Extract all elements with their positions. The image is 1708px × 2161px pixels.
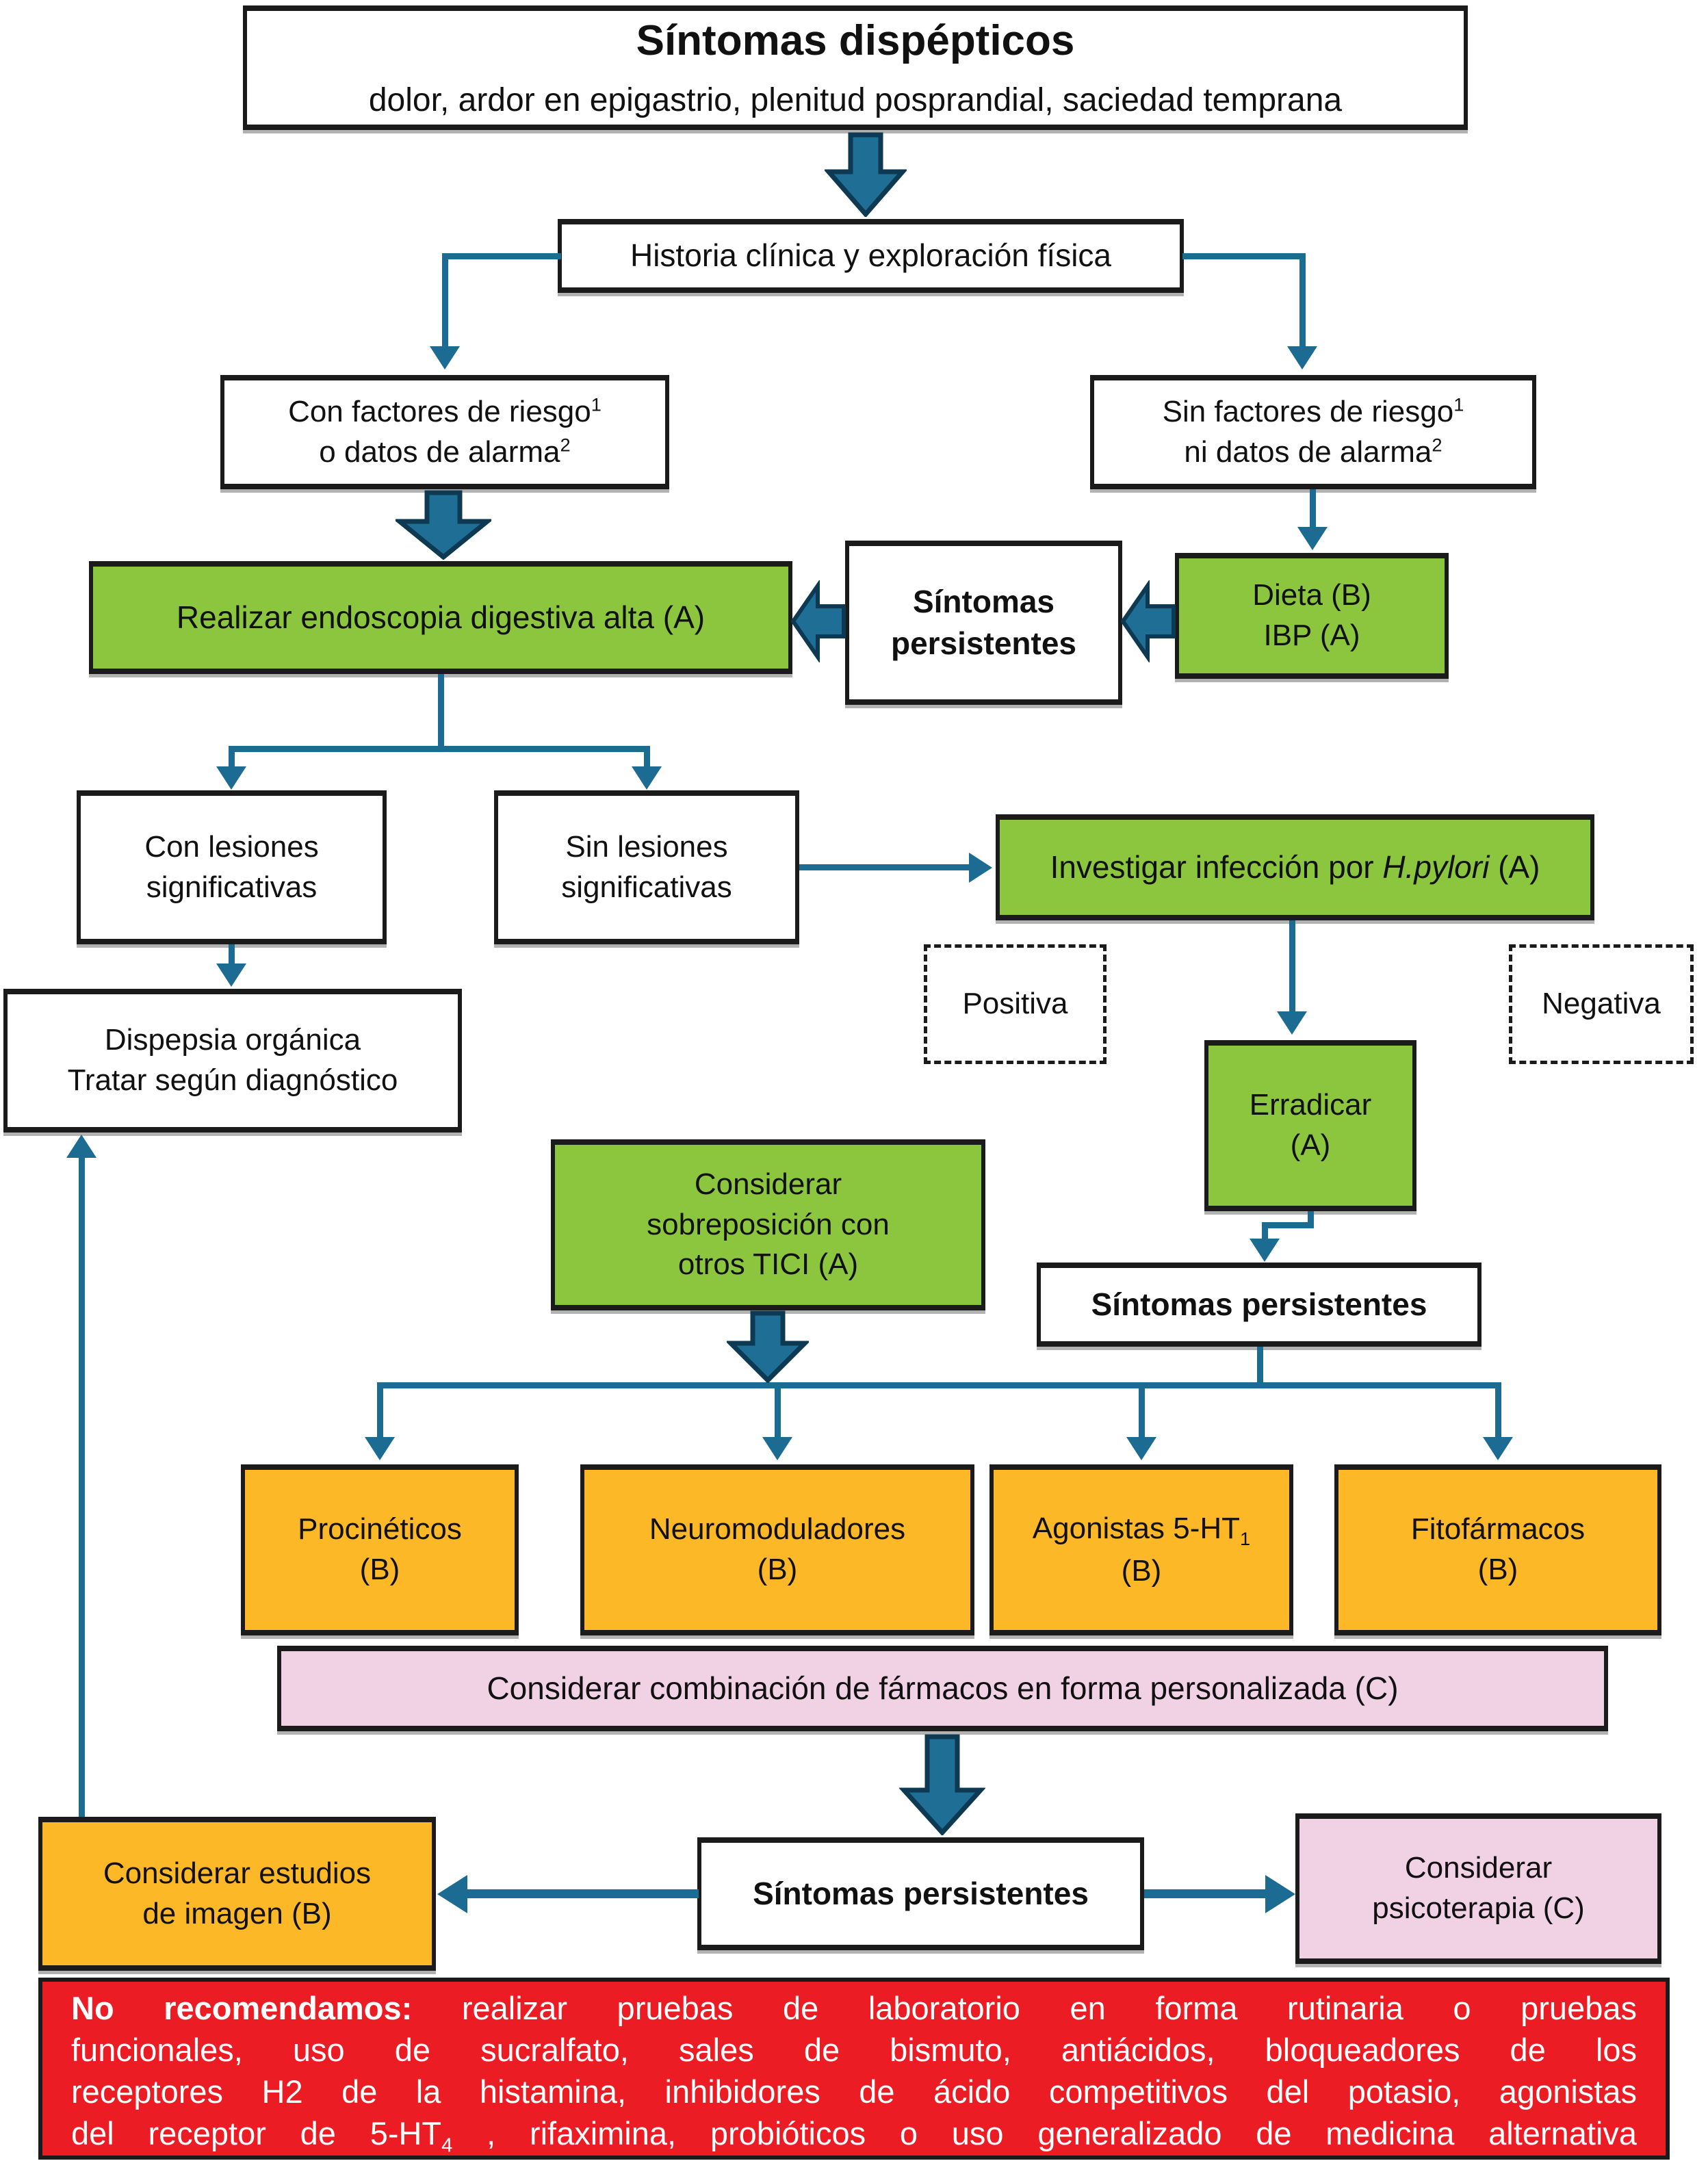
node-estudios-imagen <box>38 1817 436 1971</box>
node-sin-lesiones <box>494 790 799 944</box>
arrowhead-to-psicoterapia <box>1265 1875 1295 1913</box>
node-label-line: Considerar estudios <box>103 1856 372 1890</box>
line-connector-orange-row <box>377 1382 1501 1388</box>
node-procineticos <box>241 1464 519 1635</box>
arrowhead-to-sin-lesiones <box>632 766 662 790</box>
node-label-line: IBP (A) <box>1263 619 1360 652</box>
block-arrow-sobreposicion-to-row <box>727 1310 809 1383</box>
arrowhead-to-fitofarmacos <box>1483 1437 1513 1460</box>
node-label-line: ni datos de alarma$^2$ <box>1184 433 1442 469</box>
node-agonistas-5ht1 <box>989 1464 1293 1635</box>
hpylori-italic: H.pylori <box>1382 849 1490 885</box>
node-sobreposicion-tici <box>551 1139 985 1310</box>
arrowhead-to-investigar <box>969 853 992 883</box>
arrowhead-to-sin-factores <box>1287 346 1317 370</box>
node-label-line: (B) <box>1477 1553 1518 1586</box>
page-title: Síntomas dispépticos <box>636 16 1075 64</box>
node-dieta-ibp <box>1175 553 1449 679</box>
node-label-line: persistentes <box>890 625 1076 661</box>
node-label-line: (A) <box>1290 1128 1331 1162</box>
node-label-line: sobreposición con <box>647 1207 890 1241</box>
node-label-line: Sin factores de riesgo$^1$ <box>1162 393 1464 428</box>
node-dispepsia-organica <box>3 989 462 1133</box>
node-investigar-hpylori <box>996 814 1594 920</box>
warning-line: No recomendamos: realizar pruebas de laboratorio en forma rutinaria o pruebas <box>71 1990 1637 2026</box>
node-sintomas-persistentes-3 <box>697 1837 1144 1950</box>
node-label-line: Dispepsia orgánica <box>104 1023 361 1057</box>
node-label-line: psicoterapia (C) <box>1372 1891 1585 1925</box>
line-split-left-down <box>229 746 235 769</box>
superscript: 1 <box>591 393 601 415</box>
node-negativa <box>1509 944 1694 1064</box>
line-historia-right-down <box>1299 253 1306 348</box>
node-label-line: Sin lesiones <box>565 829 728 864</box>
superscript: 2 <box>560 433 571 455</box>
line-realizar-down <box>438 674 444 749</box>
block-arrow-combinacion-to-sintomas3 <box>899 1734 985 1835</box>
line-historia-left <box>445 253 561 259</box>
line-drop-fitofarmacos <box>1495 1382 1501 1438</box>
arrowhead-to-neuromoduladores <box>762 1437 792 1460</box>
arrowhead-to-procineticos <box>365 1437 395 1460</box>
node-label-line: Neuromoduladores <box>649 1512 906 1547</box>
node-sin-factores-riesgo <box>1090 375 1536 489</box>
line-realizar-split <box>229 746 649 752</box>
line-drop-neuromoduladores <box>775 1382 781 1438</box>
node-label-line: Procinéticos <box>298 1512 462 1547</box>
line-sintomas3-to-psicoterapia <box>1144 1889 1267 1898</box>
node-label-line: significativas <box>561 870 732 904</box>
node-neuromoduladores <box>580 1464 974 1635</box>
warning-line: funcionales, uso de sucralfato, sales de bismuto, antiácidos, bloqueadores de los <box>71 2032 1637 2068</box>
node-label: Realizar endoscopia digestiva alta (A) <box>176 599 706 635</box>
line-erradicar-jog <box>1262 1222 1314 1228</box>
node-positiva <box>924 944 1107 1064</box>
superscript: 1 <box>1453 393 1464 415</box>
arrowhead-to-estudios <box>437 1875 467 1913</box>
line-sinfactores-to-dieta <box>1310 489 1316 529</box>
node-sintomas-persistentes-1 <box>845 541 1122 705</box>
line-sintomas3-to-estudios <box>463 1889 699 1898</box>
block-arrow-title-to-historia <box>825 132 907 217</box>
node-label: Investigar infección por H.pylori (A) <box>1050 849 1540 885</box>
node-label: Positiva <box>962 987 1068 1021</box>
node-label-line: Con factores de riesgo$^1$ <box>288 393 601 428</box>
node-label-line: Fitofármacos <box>1410 1512 1586 1547</box>
warning-line: receptores H2 de la histamina, inhibidores de ácido competitivos del potasio, agonistas <box>71 2073 1637 2110</box>
node-label-line: Síntomas <box>912 583 1055 619</box>
node-label-line: (B) <box>1121 1553 1162 1588</box>
line-historia-right <box>1182 253 1302 259</box>
block-arrow-confactores-to-endoscopia <box>396 490 491 560</box>
line-sintomas2-down <box>1257 1347 1263 1386</box>
node-label: Historia clínica y exploración física <box>630 237 1112 274</box>
node-label-line: Dieta (B) <box>1252 578 1371 612</box>
node-label-line: (B) <box>359 1553 400 1586</box>
node-label-line: Tratar según diagnóstico <box>67 1063 398 1097</box>
node-label-line: Con lesiones <box>144 829 319 864</box>
node-con-lesiones <box>77 790 387 944</box>
arrowhead-up-to-dispepsia <box>66 1135 96 1158</box>
arrowhead-to-sintomas2 <box>1250 1239 1280 1262</box>
block-arrow-sintomas1-to-endoscopia <box>790 580 846 662</box>
node-label: Síntomas persistentes <box>1091 1286 1427 1322</box>
node-historia-clinica <box>558 219 1184 293</box>
page-subtitle: dolor, ardor en epigastrio, plenitud posprandial, saciedad temprana <box>368 82 1343 119</box>
node-label-line: significativas <box>146 870 318 904</box>
node-sintomas-persistentes-2 <box>1037 1263 1481 1347</box>
line-estudios-to-dispepsia <box>79 1156 85 1817</box>
subscript: 1 <box>1240 1527 1251 1549</box>
arrowhead-to-con-lesiones <box>216 766 246 790</box>
node-con-factores-riesgo <box>220 375 669 489</box>
node-label: Considerar combinación de fármacos en forma personalizada (C) <box>487 1670 1399 1706</box>
node-label-line: otros TICI (A) <box>677 1247 859 1282</box>
node-label-line: o datos de alarma$^2$ <box>319 433 571 469</box>
line-split-right-down <box>644 746 650 769</box>
node-sintomas-dispepticos <box>243 5 1468 130</box>
no-recomendamos-box <box>38 1978 1670 2160</box>
node-label: Síntomas persistentes <box>753 1875 1089 1911</box>
node-fitofarmacos <box>1334 1464 1661 1635</box>
node-label-line: (B) <box>757 1553 798 1586</box>
subscript: 4 <box>441 2134 453 2157</box>
node-label-line: Erradicar <box>1249 1088 1372 1122</box>
arrowhead-to-dieta <box>1297 527 1328 550</box>
node-label-line: Agonistas $5-HT_1$ <box>1032 1511 1251 1549</box>
line-drop-agonistas <box>1139 1382 1145 1438</box>
block-arrow-dieta-to-sintomas1 <box>1120 580 1176 662</box>
node-label: Negativa <box>1542 987 1661 1021</box>
line-investigar-to-erradicar <box>1289 920 1295 1013</box>
node-label-line: Considerar <box>1404 1851 1553 1885</box>
node-erradicar <box>1204 1040 1416 1211</box>
superscript: 2 <box>1432 433 1442 455</box>
line-historia-left-down <box>442 253 448 348</box>
node-realizar-endoscopia <box>89 561 792 674</box>
line-sinlesiones-to-investigar <box>799 864 970 870</box>
node-combinacion-farmacos <box>277 1646 1608 1731</box>
arrowhead-to-con-factores <box>430 346 460 370</box>
node-label-line: de imagen (B) <box>142 1896 332 1930</box>
warning-line: del receptor de $5-HT_4$ , rifaximina, probióticos o uso generalizado de medicina alternativa <box>71 2115 1637 2157</box>
arrowhead-to-dispepsia <box>216 963 246 987</box>
node-label-line: Considerar <box>694 1167 842 1202</box>
line-drop-procineticos <box>377 1382 383 1438</box>
arrowhead-to-erradicar <box>1277 1011 1307 1035</box>
node-psicoterapia <box>1295 1813 1661 1964</box>
arrowhead-to-agonistas <box>1126 1437 1156 1460</box>
